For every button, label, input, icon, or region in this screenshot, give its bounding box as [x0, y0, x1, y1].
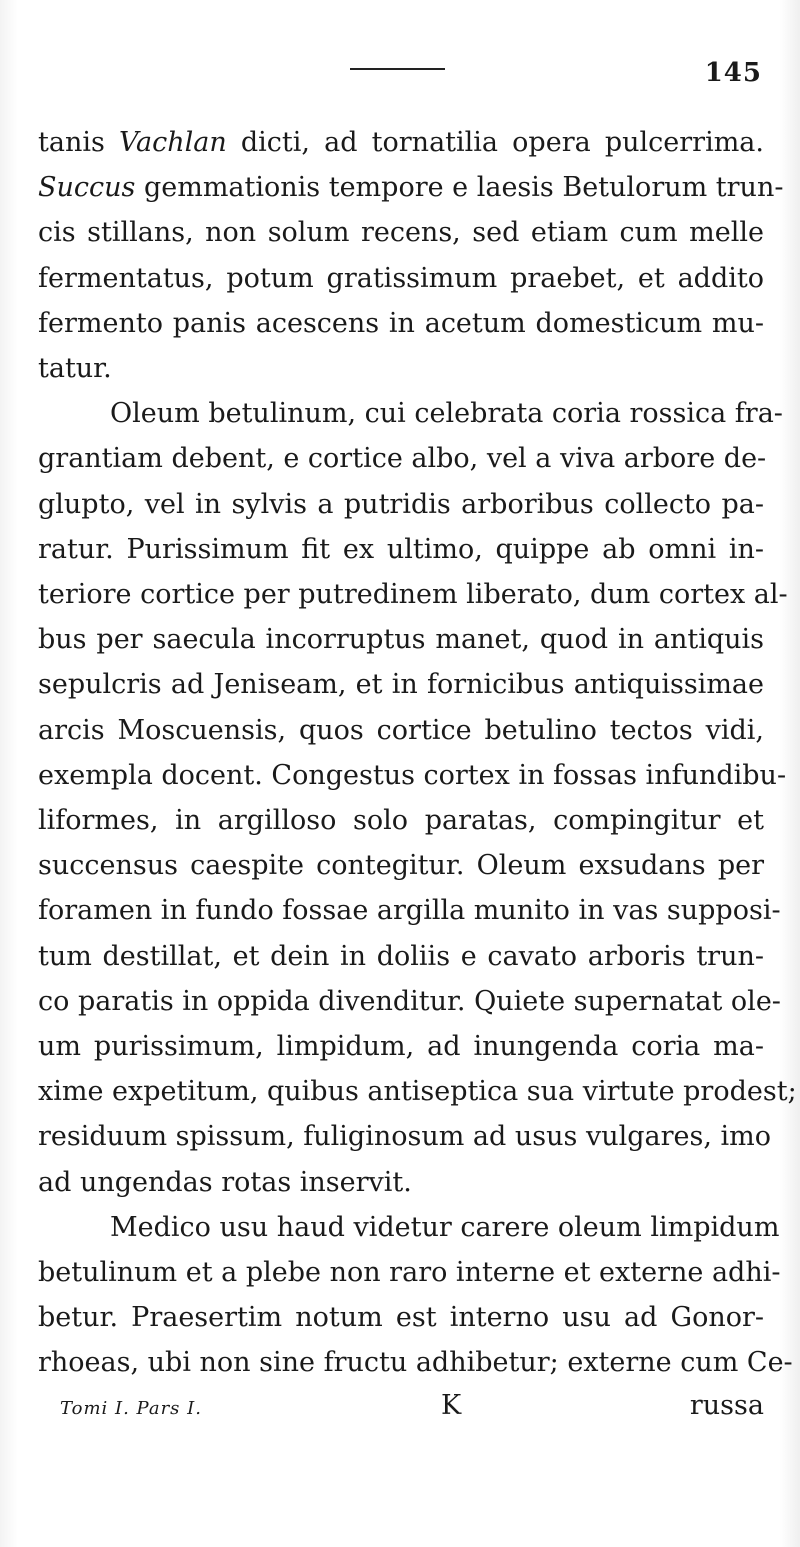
- text-line: [38, 979, 781, 1024]
- text-line: [38, 301, 764, 346]
- text-line: [38, 1295, 764, 1340]
- signature-mark: Tomi I. Pars I.: [60, 1398, 202, 1419]
- line-text: arcis Moscuensis, quos cortice betulino tectos vidi,: [38, 714, 764, 746]
- body-text: [38, 120, 797, 1386]
- line-text: liformes, in argilloso solo paratas, compingitur et: [38, 805, 764, 837]
- text-line: [38, 662, 764, 707]
- text-line: [38, 1114, 772, 1159]
- line-text: betur. Praesertim notum est interno usu ad Gonor-: [38, 1302, 764, 1334]
- line-text: rhoeas, ubi non sine fructu adhibetur; externe cum Ce-: [38, 1347, 793, 1379]
- line-text: tanis: [38, 127, 119, 158]
- line-text: betulinum et a plebe non raro interne et externe adhi-: [38, 1257, 781, 1289]
- line-text: tum destillat, et dein in doliis e cavato arboris trun-: [38, 940, 764, 972]
- text-line: [38, 1250, 781, 1295]
- text-line: [38, 165, 784, 210]
- line-text: exempla docent. Congestus cortex in fossas infundibu-: [38, 759, 787, 791]
- line-text: co paratis in oppida divenditur. Quiete supernatat ole-: [38, 985, 781, 1017]
- line-text: bus per saecula incorruptus manet, quod in antiquis: [38, 624, 764, 656]
- line-text: teriore cortice per putredinem liberato, dum cortex al-: [38, 579, 788, 611]
- italic-term: Succus: [38, 172, 136, 204]
- paragraph: [38, 120, 784, 391]
- gathering-mark: K: [441, 1390, 462, 1421]
- text-line: [38, 1069, 797, 1114]
- line-text: fermentatus, potum gratissimum praebet, et addito: [38, 262, 764, 294]
- line-text: ad ungendas rotas inservit.: [38, 1166, 412, 1198]
- page-number: 145: [704, 58, 762, 88]
- line-text: gemmationis tempore e laesis Betulorum trun-: [135, 172, 784, 204]
- line-text: um purissimum, limpidum, ad inungenda coria ma-: [38, 1031, 764, 1063]
- text-line: [38, 1024, 764, 1069]
- text-line: [38, 482, 764, 527]
- line-text: dicti, ad tornatilia opera pulcerrima.: [226, 127, 764, 158]
- text-line: [38, 1160, 764, 1205]
- line-text: cis stillans, non solum recens, sed etiam cum melle: [38, 217, 764, 249]
- line-text: Oleum betulinum, cui celebrata coria rossica fra-: [110, 398, 783, 430]
- line-text: ratur. Purissimum fit ex ultimo, quippe ab omni in-: [38, 533, 764, 565]
- text-line: [38, 1205, 780, 1250]
- text-line: [38, 1340, 793, 1385]
- text-line: [38, 346, 764, 391]
- text-line: [38, 572, 788, 617]
- text-line: [38, 210, 764, 255]
- line-text: Medico usu haud videtur carere oleum limpidum: [110, 1211, 780, 1243]
- header-rule: [350, 68, 445, 70]
- line-text: grantiam debent, e cortice albo, vel a viva arbore de-: [38, 443, 767, 475]
- paragraph: [38, 391, 797, 1205]
- text-line: [38, 527, 764, 572]
- text-line: [38, 436, 767, 481]
- line-text: xime expetitum, quibus antiseptica sua virtute prodest;: [38, 1076, 797, 1108]
- italic-term: Vachlan: [118, 127, 227, 158]
- paragraph: [38, 1205, 793, 1386]
- text-line: [38, 798, 764, 843]
- text-line: [38, 120, 764, 165]
- text-line: [38, 934, 764, 979]
- page-footer: [38, 1390, 764, 1430]
- line-text: tatur.: [38, 353, 112, 385]
- text-line: [38, 617, 764, 662]
- catchword: russa: [689, 1390, 764, 1421]
- text-line: [38, 843, 764, 888]
- line-text: fermento panis acescens in acetum domesticum mu-: [38, 307, 764, 339]
- text-line: [38, 708, 764, 753]
- line-text: succensus caespite contegitur. Oleum exsudans per: [38, 850, 764, 882]
- text-line: [38, 753, 787, 798]
- line-text: sepulcris ad Jeniseam, et in fornicibus antiquissimae: [38, 669, 764, 701]
- text-line: [38, 391, 783, 436]
- line-text: glupto, vel in sylvis a putridis arboribus collecto pa-: [38, 488, 764, 520]
- text-line: [38, 256, 764, 301]
- line-text: foramen in fundo fossae argilla munito in vas supposi-: [38, 895, 781, 927]
- text-line: [38, 888, 781, 933]
- line-text: residuum spissum, fuliginosum ad usus vulgares, imo: [38, 1121, 772, 1153]
